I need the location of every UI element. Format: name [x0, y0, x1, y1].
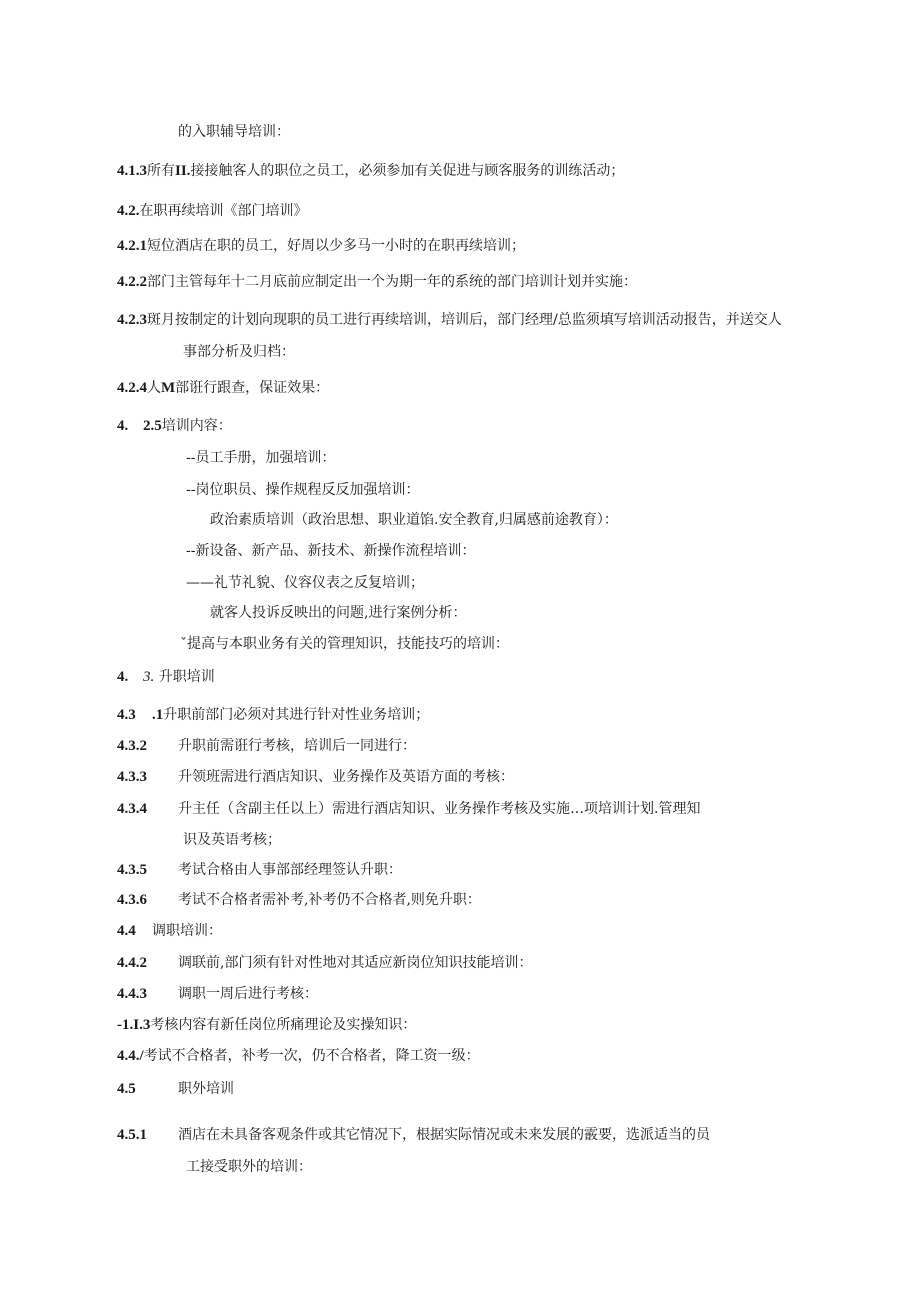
- clause-number: 4.4.3: [117, 986, 147, 1002]
- list-item: [180, 634, 509, 654]
- line-text: 考试不合格者需补考,补考仍不合格者,则免升职：: [178, 892, 481, 908]
- text-line: [178, 122, 290, 142]
- line-text: 调职一周后进行考核：: [178, 986, 318, 1002]
- line-text: 升职培训: [158, 669, 215, 685]
- clause-number: 4.2.1: [117, 238, 147, 254]
- line-text: 部诳行跟查，保证效果：: [175, 380, 330, 396]
- list-item: [186, 480, 419, 500]
- text-line: [152, 921, 222, 941]
- line-text: 升职前需诳行考核，培训后一同进行：: [178, 738, 416, 754]
- clause-number: 4.3.3: [117, 769, 147, 785]
- line-text: 识及英语考核；: [183, 832, 281, 848]
- text-line: [117, 416, 128, 436]
- line-text: --岗位职员、操作规程反反加强培训：: [186, 482, 420, 498]
- line-text: 部门主管每年十二月底前应制定出一个为期一年的系统的部门培训计划并实施：: [147, 274, 637, 290]
- line-text: II.: [175, 163, 191, 179]
- line-text: 事部分析及归档：: [183, 344, 295, 360]
- text-line: [117, 984, 147, 1004]
- text-line: [117, 767, 147, 787]
- text-line: [117, 667, 128, 687]
- line-text: ˇ提高与本职业务有关的管理知识，技能技巧的培训：: [180, 636, 509, 652]
- text-line: [117, 236, 525, 256]
- text-line: [117, 890, 147, 910]
- line-text: 所有: [147, 163, 175, 179]
- line-text: 在职再续培训《部门培训》: [139, 203, 308, 219]
- clause-number: 4.: [117, 669, 129, 685]
- clause-number: 4.2.4: [117, 380, 147, 396]
- text-line: [117, 860, 147, 880]
- text-line: [178, 984, 318, 1004]
- line-text: 考试合格由人事部部经理签认升职：: [178, 862, 402, 878]
- text-line: [183, 830, 281, 850]
- text-line: [117, 310, 782, 330]
- list-item: [210, 510, 618, 530]
- line-text: --新设备、新产品、新技术、新操作流程培训：: [186, 543, 476, 559]
- clause-number: 4.4.2: [117, 955, 147, 971]
- clause-number: 4.5.1: [117, 1127, 147, 1143]
- list-item: [186, 448, 335, 468]
- line-text: 升职前部门必须对其进行针对性业务培训；: [163, 707, 430, 723]
- text-line: [178, 1125, 710, 1145]
- text-line: [117, 1046, 480, 1066]
- text-line: [143, 416, 232, 436]
- clause-number: 2.5: [143, 418, 162, 434]
- line-text: 升主任（含副主任以上）需进行酒店知识、业务操作考核及实施…项培训计划.管理知: [178, 801, 701, 817]
- clause-number: 4.5: [117, 1081, 136, 1097]
- line-text: 人: [147, 380, 161, 396]
- line-text: 就客人投诉反映出的问题,进行案例分析：: [210, 605, 467, 621]
- line-text: 调联前,部门须有针对性地对其适应新岗位知识技能培训：: [178, 955, 533, 971]
- text-line: [117, 921, 136, 941]
- clause-number: 4.1.3: [117, 163, 147, 179]
- clause-number: 4.3.4: [117, 801, 147, 817]
- clause-number: 4.3.2: [117, 738, 147, 754]
- line-text: 短位酒店在职的员工，好周以少多马一小时的在职再续培训；: [147, 238, 525, 254]
- line-text: 升领班需进行酒店知识、业务操作及英语方面的考核：: [178, 769, 514, 785]
- line-text: 斑月按制定的计划向现职的员工进行再续培训，培训后，部门经理/总监须填写培训活动报告，并送交人: [147, 312, 782, 328]
- text-line: [117, 736, 147, 756]
- text-line: [178, 860, 402, 880]
- clause-number: -1.I.3: [117, 1017, 151, 1033]
- clause-number: 4.3.6: [117, 892, 147, 908]
- clause-number: 4.2.: [117, 203, 140, 219]
- text-line: [178, 799, 700, 819]
- text-line: [178, 767, 514, 787]
- clause-number: 4.3.5: [117, 862, 147, 878]
- line-text: 3.: [143, 669, 155, 685]
- list-item: [210, 603, 466, 623]
- text-line: [178, 1079, 234, 1099]
- line-text: 的入职辅导培训：: [178, 124, 290, 140]
- text-line: [117, 1079, 136, 1099]
- line-text: 考核内容有新任岗位所痛理论及实操知识：: [150, 1017, 417, 1033]
- text-line: [117, 953, 147, 973]
- line-text: 接接触客人的职位之员工，必须参加有关促进与顾客服务的训练活动；: [190, 163, 625, 179]
- line-text: M: [161, 380, 176, 396]
- clause-number: 4.4: [117, 923, 136, 939]
- line-text: ——礼节礼貌、仪容仪表之反复培训；: [186, 575, 424, 591]
- line-text: 职外培训: [178, 1081, 234, 1097]
- text-line: [117, 272, 637, 292]
- text-line: [117, 705, 136, 725]
- clause-number: 4.2.3: [117, 312, 147, 328]
- text-line: [183, 342, 295, 362]
- line-text: 考试不合格者，补考一次，仍不合格者，降工资一级：: [143, 1048, 480, 1064]
- line-text: 工接受职外的培训：: [186, 1159, 312, 1175]
- line-text: --员工手册，加强培训：: [186, 450, 336, 466]
- text-line: [152, 705, 429, 725]
- text-line: [178, 890, 481, 910]
- text-line: [117, 1125, 147, 1145]
- text-line: [178, 953, 532, 973]
- text-line: [117, 1015, 416, 1035]
- line-text: 调职培训：: [152, 923, 222, 939]
- clause-number: 4.4./: [117, 1048, 144, 1064]
- line-text: 酒店在未具备客观条件或其它情况下，根据实际情况或未来发展的霰要，选派适当的员: [178, 1127, 710, 1143]
- text-line: [178, 736, 416, 756]
- clause-number: .1: [152, 707, 164, 723]
- clause-number: 4.: [117, 418, 129, 434]
- text-line: [117, 201, 308, 221]
- text-line: [117, 161, 624, 181]
- text-line: [143, 667, 215, 687]
- clause-number: 4.3: [117, 707, 136, 723]
- clause-number: 4.2.2: [117, 274, 147, 290]
- text-line: [117, 378, 329, 398]
- text-line: [186, 1157, 312, 1177]
- list-item: [186, 573, 424, 593]
- line-text: 培训内容：: [161, 418, 232, 434]
- list-item: [186, 541, 475, 561]
- line-text: 政治素质培训（政治思想、职业道馅.安全教育,归属感前途教育）：: [210, 512, 618, 528]
- text-line: [117, 799, 147, 819]
